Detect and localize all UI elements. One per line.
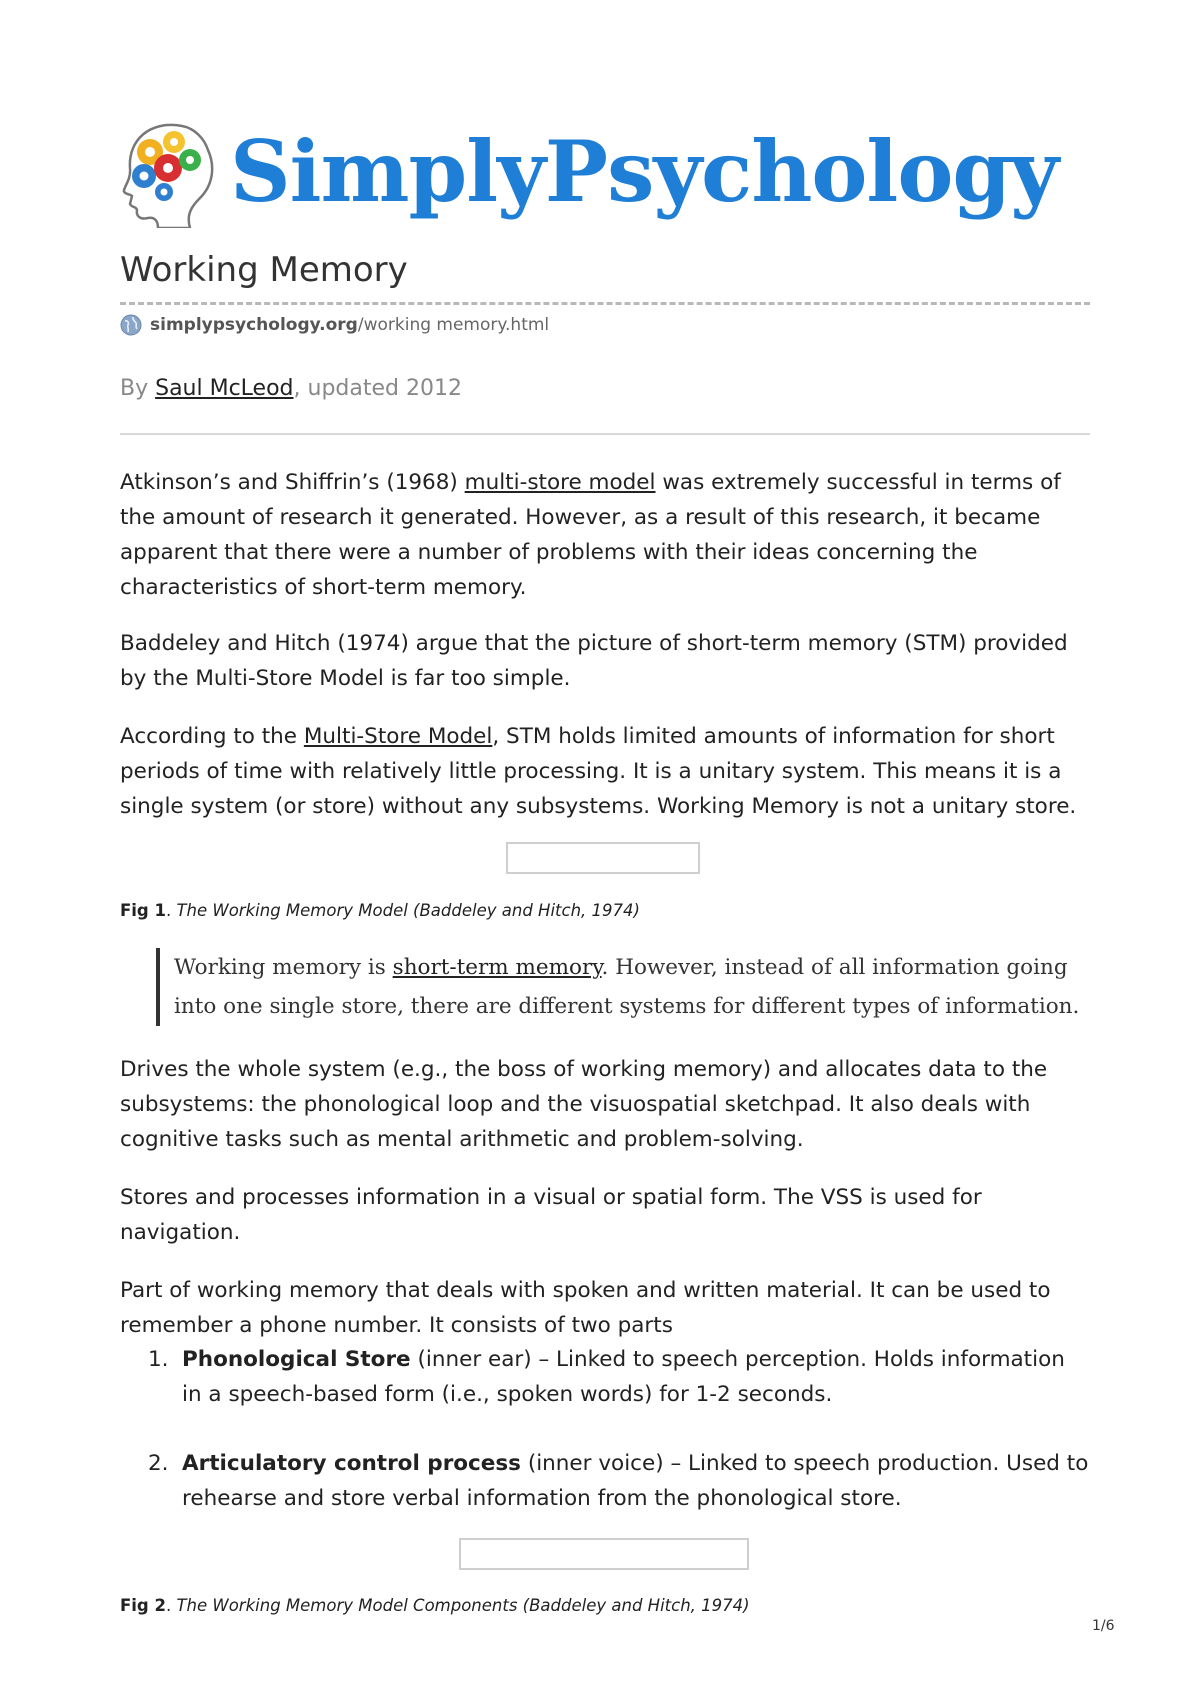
p1-text: Atkinson’s and Shiffrin’s (1968) xyxy=(120,470,465,495)
fig1-label: Fig 1 xyxy=(120,901,166,920)
paragraph-intro xyxy=(120,465,1090,605)
multi-store-model-link[interactable]: multi-store model xyxy=(464,470,656,495)
author-link[interactable]: Saul McLeod xyxy=(155,376,294,401)
short-term-memory-link[interactable]: short-term memory xyxy=(392,955,602,980)
list-term: Articulatory control process xyxy=(182,1451,521,1476)
page-title: Working Memory xyxy=(120,250,408,290)
paragraph-phonological-loop: Part of working memory that deals with spoken and written material. It can be used to remember a phone number. It consists of two parts xyxy=(120,1278,1051,1338)
fig1-sep: . xyxy=(165,901,177,920)
quote-text: Working memory is xyxy=(174,955,393,980)
fig1-text: The Working Memory Model (Baddeley and Hitch, 1974) xyxy=(176,901,640,920)
figure-1-image xyxy=(506,842,700,874)
url-domain: simplypsychology.org xyxy=(150,315,358,335)
byline-divider xyxy=(120,433,1090,435)
figure-2-image xyxy=(459,1538,749,1570)
list-number: 1. xyxy=(148,1347,169,1372)
brain-gears-icon xyxy=(120,118,220,228)
page-number: 1/6 xyxy=(1092,1618,1115,1634)
paragraph-multistore xyxy=(120,719,1090,824)
url-path: /working memory.html xyxy=(357,315,550,335)
list-description: (inner voice) – Linked to speech production. Used to rehearse and store verbal information from the phonological store. xyxy=(182,1451,1089,1511)
fig2-label: Fig 2 xyxy=(120,1596,166,1615)
logo-wordmark: SimplyPsychology xyxy=(230,122,1058,221)
byline-updated: , updated 2012 xyxy=(293,376,462,401)
list-number: 2. xyxy=(148,1451,169,1476)
fig2-sep: . xyxy=(165,1596,177,1615)
site-logo[interactable] xyxy=(120,118,1100,238)
paragraph-visuospatial: Stores and processes information in a visual or spatial form. The VSS is used for navigation. xyxy=(120,1185,982,1245)
paragraph-baddeley: Baddeley and Hitch (1974) argue that the picture of short-term memory (STM) provided by the Multi-Store Model is far too simple. xyxy=(120,631,1068,691)
multi-store-model-link-2[interactable]: Multi-Store Model xyxy=(303,724,493,749)
quote-text-cont: . However, instead of all information going into one single store, there are different systems for different types of information. xyxy=(174,955,1080,1019)
p3-text-cont: , STM holds limited amounts of information for short periods of time with relatively little processing. It is a unitary system. This means it is a single system (or store) without any subsystems. Working Memory is not a unitary store. xyxy=(120,724,1077,819)
p1-text-cont: was extremely successful in terms of the amount of research it generated. However, as a result of this research, it became apparent that there were a number of problems with their ideas concerning the characteristics of short-term memory. xyxy=(120,470,1061,600)
list-description: (inner ear) – Linked to speech perception. Holds information in a speech-based form (i.e., spoken words) for 1-2 seconds. xyxy=(182,1347,1065,1407)
globe-icon xyxy=(120,314,142,336)
p3-text: According to the xyxy=(120,724,304,749)
figure-2-caption xyxy=(120,1596,750,1615)
source-url[interactable] xyxy=(120,314,549,336)
paragraph-central-executive: Drives the whole system (e.g., the boss of working memory) and allocates data to the subsystems: the phonological loop and the visuospatial sketchpad. It also deals with cognitive tasks such as mental arithmetic and problem-solving. xyxy=(120,1057,1048,1152)
byline-by: By xyxy=(120,376,156,401)
byline xyxy=(120,376,462,401)
blockquote xyxy=(156,948,1104,1026)
list-term: Phonological Store xyxy=(182,1347,411,1372)
figure-1-caption xyxy=(120,901,640,920)
fig2-text: The Working Memory Model Components (Baddeley and Hitch, 1974) xyxy=(176,1596,750,1615)
title-divider xyxy=(120,302,1090,305)
